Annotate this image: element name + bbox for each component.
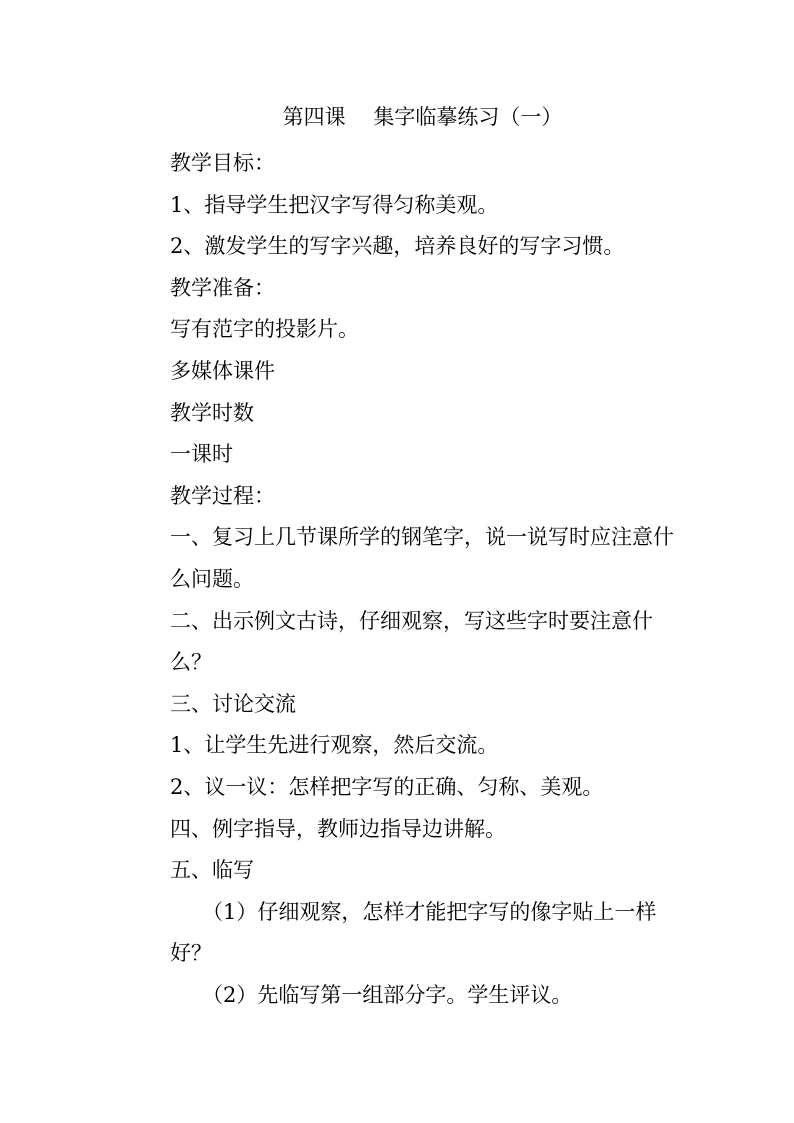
- document-body: [170, 143, 675, 1016]
- lesson-title: 第四课 集字临摹练习（一）: [282, 105, 563, 129]
- process-step-3: 三、讨论交流: [170, 691, 296, 716]
- goal-item-2: 2、激发学生的写字兴趣，培养良好的写字习惯。: [170, 234, 625, 259]
- process-step-5-item-1: （1）仔细观察，怎样才能把字写的像字贴上一样好？: [170, 899, 657, 966]
- goal-item-1: 1、指导学生把汉字写得匀称美观。: [170, 192, 499, 217]
- process-step-4: 四、例字指导，教师边指导边讲解。: [170, 816, 506, 841]
- section-heading-preparation: 教学准备：: [170, 275, 275, 300]
- preparation-item-2: 多媒体课件: [170, 358, 275, 383]
- section-heading-hours: 教学时数: [170, 400, 254, 425]
- process-step-5-item-2: （2）先临写第一组部分字。学生评议。: [202, 982, 573, 1007]
- process-step-5: 五、临写: [170, 858, 254, 883]
- section-heading-process: 教学过程：: [170, 483, 275, 508]
- process-step-2: 二、出示例文古诗，仔细观察，写这些字时要注意什么？: [170, 608, 653, 675]
- hours-value: 一课时: [170, 442, 233, 467]
- process-step-3-item-2: 2、议一议：怎样把字写的正确、匀称、美观。: [170, 774, 604, 799]
- process-step-3-item-1: 1、让学生先进行观察，然后交流。: [170, 733, 499, 758]
- process-step-1: 一、复习上几节课所学的钢笔字，说一说写时应注意什么问题。: [170, 525, 674, 591]
- preparation-item-1: 写有范字的投影片。: [170, 317, 359, 342]
- section-heading-goals: 教学目标：: [170, 151, 275, 175]
